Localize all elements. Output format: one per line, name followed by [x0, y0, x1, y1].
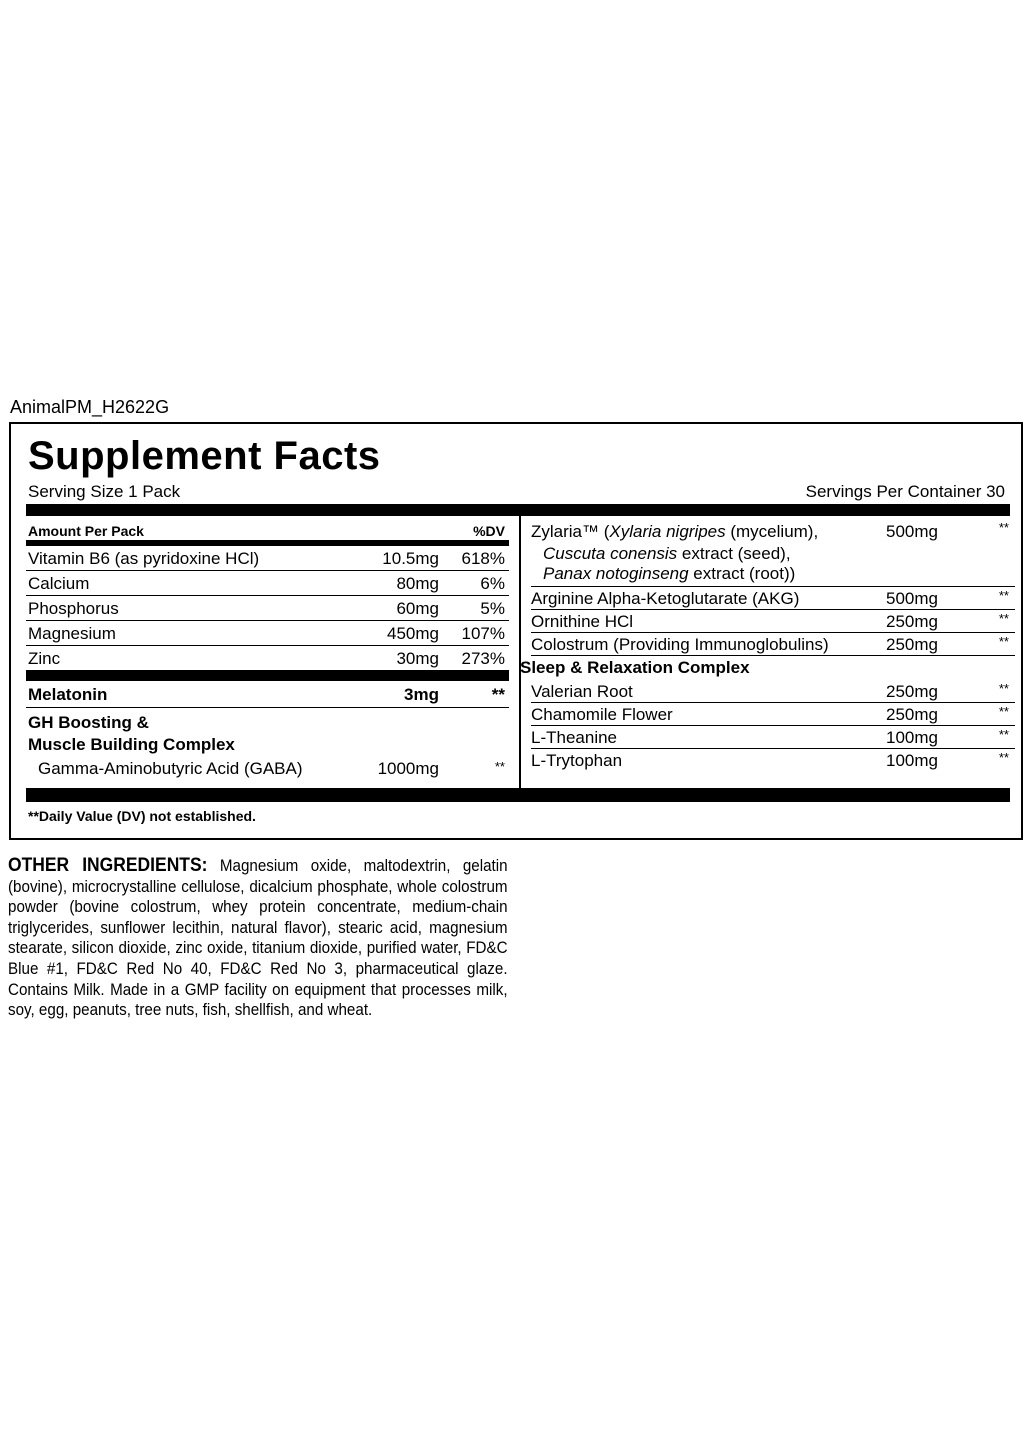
ingredient-dv: ** [998, 611, 1009, 626]
amount-header-row [26, 516, 509, 540]
nutrient-row [26, 596, 509, 620]
melatonin-dv: ** [491, 685, 505, 704]
ingredient-name: Chamomile Flower [531, 705, 673, 724]
ingredient-name: Arginine Alpha-Ketoglutarate (AKG) [531, 589, 800, 608]
zylaria-line3: Panax notoginseng extract (root)) [543, 564, 796, 583]
right-column [520, 516, 1015, 771]
ingredient-amount: 250mg [886, 705, 938, 724]
ingredient-row [531, 587, 1015, 609]
ingredient-name: L-Theanine [531, 728, 618, 747]
nutrient-dv: 618% [461, 549, 505, 568]
top-divider-bar [26, 504, 1010, 516]
sleep-complex-title-row [520, 656, 1015, 680]
ingredient-dv: ** [998, 704, 1009, 719]
file-id-label: AnimalPM_H2622G [10, 397, 170, 417]
zylaria-line2: Cuscuta conensis extract (seed), [543, 544, 791, 563]
serving-size: Serving Size 1 Pack [28, 482, 181, 501]
row-rule [26, 707, 509, 708]
zylaria-line1: Zylaria™ (Xylaria nigripes (mycelium), [531, 522, 819, 541]
melatonin-row [26, 681, 509, 707]
ingredient-amount: 100mg [886, 728, 938, 747]
ingredient-amount: 250mg [886, 612, 938, 631]
nutrient-dv: 273% [461, 649, 505, 668]
bottom-divider-bar [26, 788, 1010, 802]
nutrient-amount: 10.5mg [382, 549, 439, 568]
nutrient-dv: 6% [480, 574, 505, 593]
servings-per-container: Servings Per Container 30 [805, 482, 1005, 501]
ingredient-name: Ornithine HCl [531, 612, 634, 631]
ingredient-row [531, 633, 1015, 655]
ingredient-dv: ** [494, 759, 505, 774]
nutrient-dv: 5% [480, 599, 505, 618]
sleep-item-row [531, 726, 1015, 748]
other-ingredients-label: OTHER INGREDIENTS: [8, 855, 208, 876]
nutrient-name: Vitamin B6 (as pyridoxine HCl) [28, 549, 260, 568]
panel-title: Supplement Facts [28, 434, 381, 478]
amount-per-pack-label: Amount Per Pack [28, 523, 144, 539]
ingredient-dv: ** [998, 681, 1009, 696]
ingredient-row [531, 610, 1015, 632]
gh-complex-item [26, 756, 509, 780]
nutrient-amount: 450mg [387, 624, 439, 643]
zylaria-amount: 500mg [886, 522, 938, 541]
left-column [26, 516, 509, 780]
ingredient-amount: 500mg [886, 589, 938, 608]
sleep-item-row [531, 703, 1015, 725]
nutrient-amount: 30mg [396, 649, 439, 668]
other-ingredients [8, 856, 508, 1021]
ingredient-dv: ** [998, 588, 1009, 603]
ingredient-amount: 1000mg [377, 759, 439, 778]
ingredient-name: Valerian Root [531, 682, 633, 701]
column-divider [519, 516, 521, 788]
sleep-complex-title: Sleep & Relaxation Complex [520, 658, 750, 677]
nutrient-row [26, 546, 509, 570]
ingredient-name: L-Trytophan [531, 751, 623, 770]
other-ingredients-text: Magnesium oxide, maltodextrin, gelatin (bovine), microcrystalline cellulose, dicalcium phosphate, whole colostrum powder (bovine colostrum, whey protein concentrate, medium-chain triglycerides, sunflower lecithin, natural flavor), stearic acid, magnesium stearate, silicon dioxide, zinc oxide, titanium dioxide, purified water, FD&C Blue #1, FD&C Red No 40, FD&C Red No 3, pharmaceutical glaze. Contains Milk. Made in a GMP facility on equipment that processes milk, soy, egg, peanuts, tree nuts, fish, shellfish, and wheat. [8, 857, 508, 1020]
nutrient-name: Zinc [28, 649, 61, 668]
zylaria-row [531, 516, 1015, 586]
gh-complex-title [26, 712, 509, 756]
ingredient-dv: ** [998, 750, 1009, 765]
ingredient-amount: 250mg [886, 682, 938, 701]
ingredient-amount: 100mg [886, 751, 938, 770]
ingredient-dv: ** [998, 727, 1009, 742]
nutrient-name: Phosphorus [28, 599, 119, 618]
nutrient-name: Magnesium [28, 624, 116, 643]
ingredient-amount: 250mg [886, 635, 938, 654]
zylaria-dv: ** [998, 520, 1009, 535]
nutrient-amount: 80mg [396, 574, 439, 593]
nutrient-row [26, 646, 509, 670]
nutrient-dv: 107% [461, 624, 505, 643]
gh-complex-title-line2: Muscle Building Complex [28, 735, 235, 754]
dv-header-label: %DV [473, 523, 505, 539]
ingredient-dv: ** [998, 634, 1009, 649]
ingredient-name: Gamma-Aminobutyric Acid (GABA) [38, 759, 303, 778]
nutrient-name: Calcium [28, 574, 90, 593]
nutrient-section-rule [26, 670, 509, 681]
nutrient-row [26, 571, 509, 595]
sleep-item-row [531, 749, 1015, 771]
nutrient-row [26, 621, 509, 645]
dv-footnote: **Daily Value (DV) not established. [28, 808, 256, 824]
ingredient-name: Colostrum (Providing Immunoglobulins) [531, 635, 829, 654]
nutrient-amount: 60mg [396, 599, 439, 618]
melatonin-amount: 3mg [404, 685, 439, 704]
gh-complex-title-line1: GH Boosting & [28, 713, 149, 732]
melatonin-name: Melatonin [28, 685, 108, 704]
supplement-facts-panel [9, 422, 1023, 840]
sleep-item-row [531, 680, 1015, 702]
